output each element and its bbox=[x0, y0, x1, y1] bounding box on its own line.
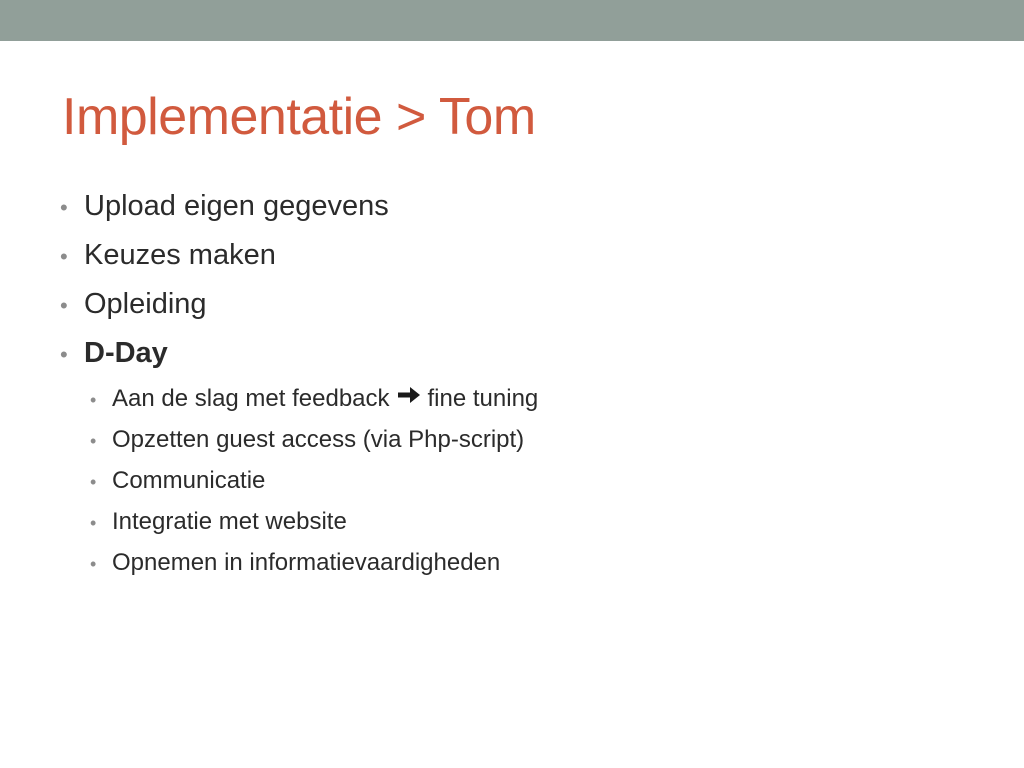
sub-bullet-item-communicatie bbox=[58, 462, 538, 503]
bullet-dot: • bbox=[60, 195, 68, 220]
sub-bullet-item-opnemen bbox=[58, 544, 538, 585]
sub-bullet-text-before-arrow: Aan de slag met feedback bbox=[112, 385, 390, 412]
bullet-text: Upload eigen gegevens bbox=[84, 190, 389, 222]
bullet-dot: • bbox=[60, 293, 68, 318]
sub-bullet-list bbox=[58, 380, 538, 585]
sub-bullet-group bbox=[58, 380, 538, 585]
sub-bullet-dot: • bbox=[90, 390, 97, 410]
slide-title: Implementatie > Tom bbox=[62, 88, 536, 146]
sub-bullet-dot: • bbox=[90, 431, 97, 451]
sub-bullet-item-feedback bbox=[58, 380, 538, 421]
sub-bullet-text: Opzetten guest access (via Php-script) bbox=[112, 426, 525, 453]
sub-bullet-dot: • bbox=[90, 554, 97, 574]
bullet-text: D-Day bbox=[84, 337, 168, 369]
bullet-item-dday bbox=[58, 331, 538, 380]
right-arrow-icon bbox=[398, 378, 420, 416]
sub-bullet-dot: • bbox=[90, 472, 97, 492]
bullet-item-keuzes bbox=[58, 233, 538, 282]
sub-bullet-text: Communicatie bbox=[112, 467, 266, 494]
bullet-item-opleiding bbox=[58, 282, 538, 331]
bullet-list bbox=[58, 184, 538, 585]
sub-bullet-text-after-arrow: fine tuning bbox=[427, 385, 539, 412]
top-color-band bbox=[0, 0, 1024, 41]
sub-bullet-text: Integratie met website bbox=[112, 508, 347, 535]
bullet-text: Opleiding bbox=[84, 288, 207, 320]
bullet-dot: • bbox=[60, 342, 68, 367]
bullet-item-upload bbox=[58, 184, 538, 233]
sub-bullet-text bbox=[112, 380, 538, 419]
bullet-dot: • bbox=[60, 244, 68, 269]
sub-bullet-item-guest-access bbox=[58, 421, 538, 462]
sub-bullet-dot: • bbox=[90, 513, 97, 533]
bullet-text: Keuzes maken bbox=[84, 239, 276, 271]
sub-bullet-item-integratie bbox=[58, 503, 538, 544]
sub-bullet-text: Opnemen in informatievaardigheden bbox=[112, 549, 501, 576]
